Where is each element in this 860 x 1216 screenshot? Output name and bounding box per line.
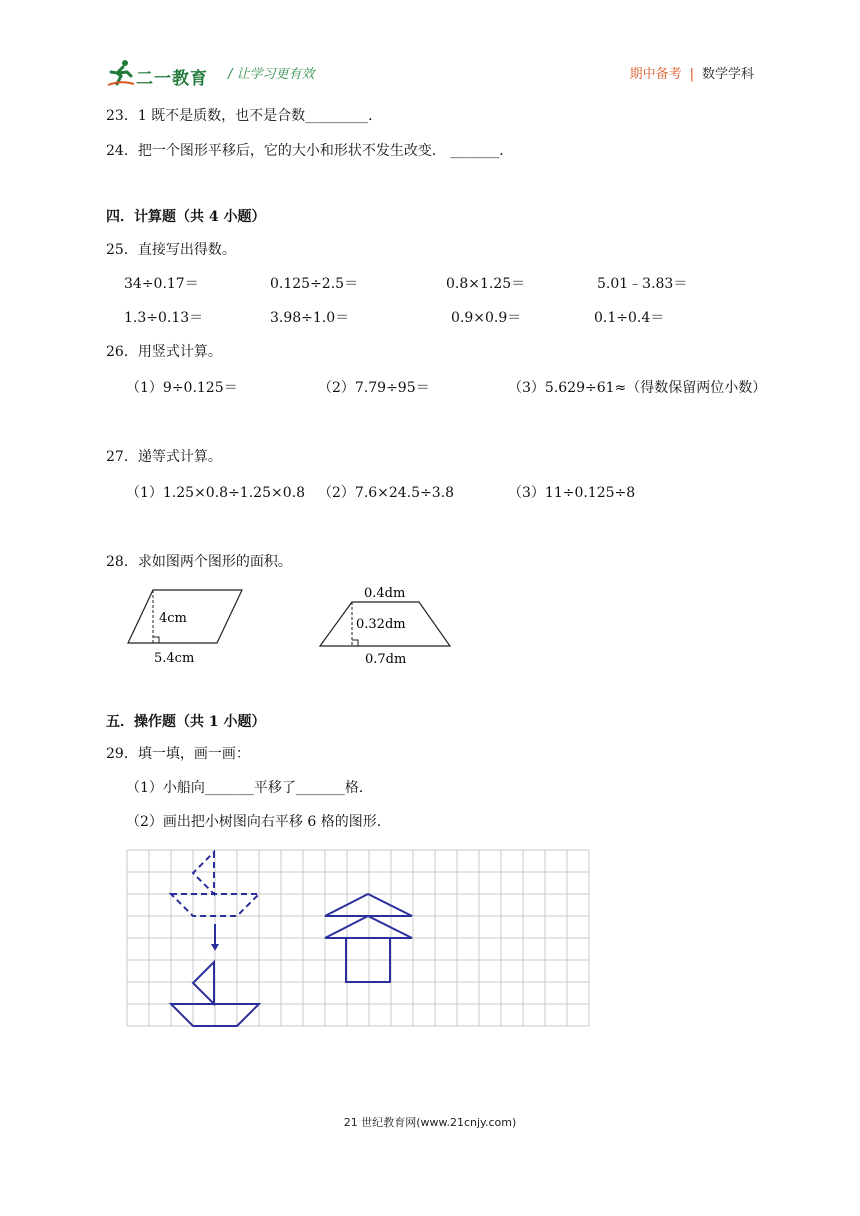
logo-text: 二一教育 xyxy=(136,69,208,89)
trapezoid-figure xyxy=(320,586,450,667)
section-5-title: 五．操作题（共 1 小题） xyxy=(106,714,266,730)
exam-tag: 期中备考 xyxy=(629,67,682,82)
subject-tag: 数学学科 xyxy=(701,67,754,82)
calc-item: 3.98÷1.0＝ xyxy=(270,310,350,326)
vertical-calc-item: （1）9÷0.125＝ xyxy=(126,380,238,396)
brand-header xyxy=(106,58,346,92)
question-27-title: 27．递等式计算。 xyxy=(106,449,222,465)
parallelogram-base-label: 5.4cm xyxy=(154,651,195,666)
question-23: 23．1 既不是质数，也不是合数_________． xyxy=(106,108,383,124)
runner-logo-icon xyxy=(106,58,136,88)
step-calc-item: （3）11÷0.125÷8 xyxy=(508,485,636,501)
slogan: / 让学习更有效 xyxy=(228,67,315,82)
calc-item: 34÷0.17＝ xyxy=(124,276,199,292)
translation-grid xyxy=(120,844,596,1036)
footer-text: 21 世纪教育网(www.21cnjy.com) xyxy=(343,1116,517,1129)
area-figures xyxy=(118,580,458,670)
question-28-title: 28．求如图两个图形的面积。 xyxy=(106,554,292,570)
header-tags xyxy=(630,63,754,82)
calc-item: 0.9×0.9＝ xyxy=(451,310,522,326)
question-29-title: 29．填一填，画一画： xyxy=(106,746,250,762)
trapezoid-top-label: 0.4dm xyxy=(364,586,406,601)
section-4-title: 四．计算题（共 4 小题） xyxy=(106,209,266,225)
question-25-title: 25．直接写出得数。 xyxy=(106,242,236,258)
calc-item: 0.1÷0.4＝ xyxy=(594,310,665,326)
trapezoid-height-label: 0.32dm xyxy=(356,617,406,632)
calc-item: 0.8×1.25＝ xyxy=(446,276,526,292)
question-29-part-1: （1）小船向_______平移了_______格． xyxy=(126,780,373,796)
calc-item: 0.125÷2.5＝ xyxy=(270,276,359,292)
calc-item: 1.3÷0.13＝ xyxy=(124,310,204,326)
calc-item: 5.01﹣3.83＝ xyxy=(597,276,688,292)
parallelogram-height-label: 4cm xyxy=(159,611,187,626)
step-calc-item: （2）7.6×24.5÷3.8 xyxy=(318,485,455,501)
vertical-calc-item: （2）7.79÷95＝ xyxy=(318,380,430,396)
vertical-calc-item: （3）5.629÷61≈（得数保留两位小数） xyxy=(508,380,767,396)
question-26-title: 26．用竖式计算。 xyxy=(106,344,222,360)
question-24: 24．把一个图形平移后，它的大小和形状不发生改变． _______． xyxy=(106,143,514,159)
trapezoid-bottom-label: 0.7dm xyxy=(365,652,407,667)
parallelogram-figure xyxy=(128,590,242,666)
tag-separator: | xyxy=(689,67,694,82)
step-calc-item: （1）1.25×0.8÷1.25×0.8 xyxy=(126,485,305,501)
question-29-part-2: （2）画出把小树图向右平移 6 格的图形． xyxy=(126,814,391,830)
